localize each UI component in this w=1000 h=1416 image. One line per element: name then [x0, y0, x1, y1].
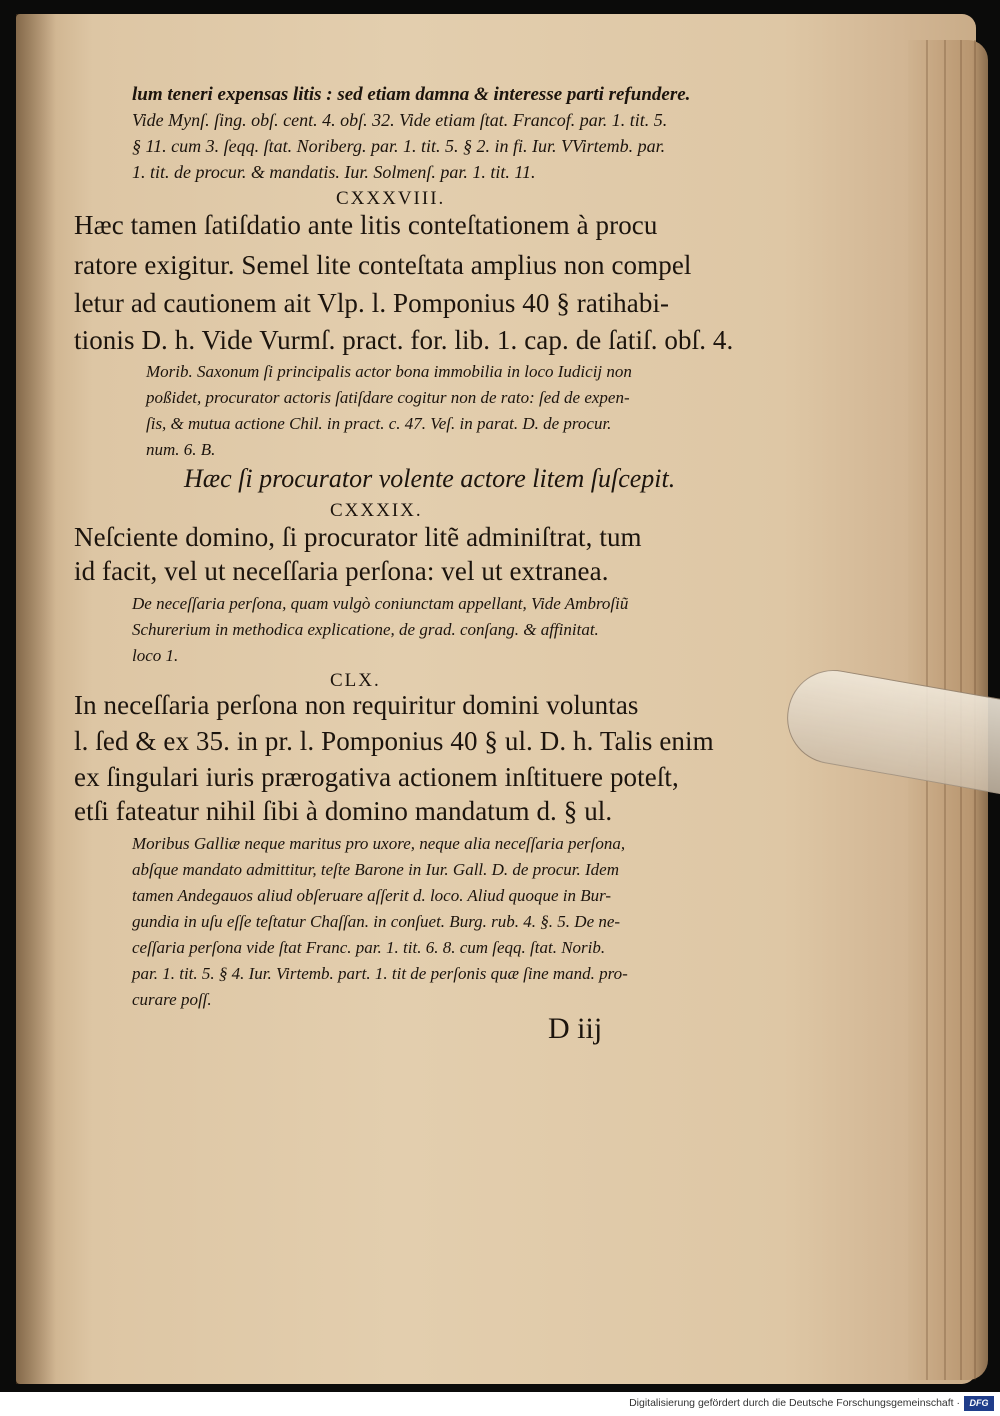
- note-line: par. 1. tit. 5. § 4. Iur. Virtemb. part. 1. tit de perſonis quæ ſine mand. pro-: [132, 964, 628, 983]
- note-line: poßidet, procurator actoris ſatiſdare cogitur non de rato: ſed de expen-: [146, 388, 630, 407]
- text-line: etſi fateatur nihil ſibi à domino mandatum d. § ul.: [74, 796, 613, 826]
- note-line: abſque mandato admittitur, teſte Barone in Iur. Gall. D. de procur. Idem: [132, 860, 619, 879]
- note-line: gundia in uſu eſſe teſtatur Chaſſan. in conſuet. Burg. rub. 4. §. 5. De ne-: [132, 912, 621, 931]
- text-line: Vide Mynſ. ſing. obſ. cent. 4. obſ. 32. Vide etiam ſtat. Francof. par. 1. tit. 5.: [132, 110, 668, 130]
- section-number: CXXXIX.: [330, 500, 423, 521]
- note-line: tamen Andegauos aliud obſeruare aſſerit d. loco. Aliud quoque in Bur-: [132, 886, 612, 905]
- signature-mark: D iij: [548, 1012, 603, 1045]
- text-line: § 11. cum 3. ſeqq. ſtat. Noriberg. par. 1. tit. 5. § 2. in fi. Iur. VVirtemb. par.: [132, 136, 666, 156]
- text-line: 1. tit. de procur. & mandatis. Iur. Solmenſ. par. 1. tit. 11.: [132, 162, 536, 182]
- text-line: tionis D. h. Vide Vurmſ. pract. for. lib. 1. cap. de ſatiſ. obſ. 4.: [74, 325, 734, 355]
- text-line: In neceſſaria perſona non requiritur domini voluntas: [74, 690, 639, 720]
- section-heading: Hæc ſi procurator volente actore litem ſuſcepit.: [184, 464, 676, 493]
- section-number: CLX.: [330, 670, 381, 691]
- note-line: De neceſſaria perſona, quam vulgò coniunctam appellant, Vide Ambroſiũ: [132, 594, 629, 613]
- text-line: letur ad cautionem ait Vlp. l. Pomponius 40 § ratihabi-: [74, 288, 670, 318]
- dfg-logo: DFG: [964, 1396, 994, 1411]
- section-number: CXXXVIII.: [336, 188, 446, 209]
- note-line: Schurerium in methodica explicatione, de grad. conſang. & affinitat.: [132, 620, 599, 639]
- note-line: loco 1.: [132, 646, 179, 665]
- footer-credit: Digitalisierung gefördert durch die Deutsche Forschungsgemeinschaft ·: [629, 1397, 960, 1409]
- note-line: ſis, & mutua actione Chil. in pract. c. 47. Veſ. in parat. D. de procur.: [146, 414, 612, 433]
- note-line: ceſſaria perſona vide ſtat Franc. par. 1. tit. 6. 8. cum ſeqq. ſtat. Norib.: [132, 938, 606, 957]
- note-line: num. 6. B.: [146, 440, 216, 459]
- text-line: Neſciente domino, ſi procurator litẽ adminiſtrat, tum: [74, 522, 642, 552]
- text-line: l. ſed & ex 35. in pr. l. Pomponius 40 § ul. D. h. Talis enim: [74, 726, 714, 756]
- note-line: curare poſſ.: [132, 990, 212, 1009]
- text-line: Hæc tamen ſatiſdatio ante litis conteſtationem à procu: [74, 210, 658, 240]
- text-line: ex ſingulari iuris prærogativa actionem inſtituere poteſt,: [74, 762, 679, 792]
- note-line: Morib. Saxonum ſi principalis actor bona immobilia in loco Iudicij non: [146, 362, 632, 381]
- text-line: id facit, vel ut neceſſaria perſona: vel ut extranea.: [74, 556, 609, 586]
- text-line: ratore exigitur. Semel lite conteſtata amplius non compel: [74, 250, 692, 280]
- note-line: Moribus Galliæ neque maritus pro uxore, neque alia neceſſaria perſona,: [132, 834, 626, 853]
- text-line: lum teneri expensas litis : sed etiam damna & interesse parti refundere.: [132, 84, 691, 105]
- footer-bar: [0, 1392, 1000, 1416]
